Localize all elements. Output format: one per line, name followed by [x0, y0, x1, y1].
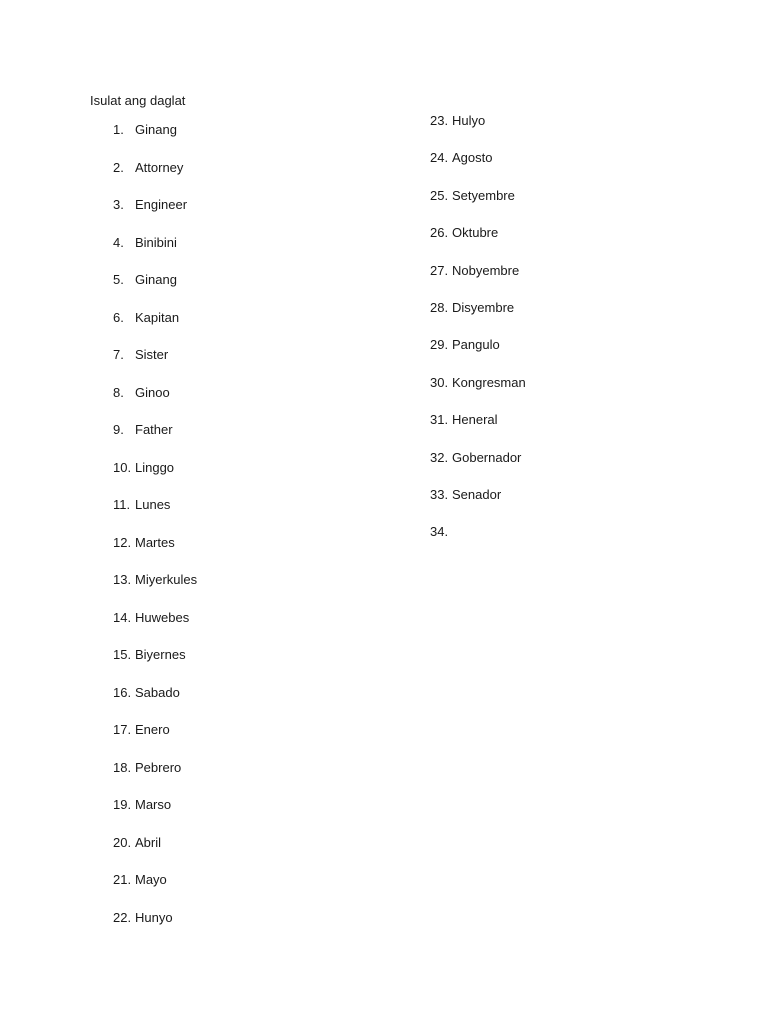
list-item [113, 160, 197, 198]
item-number: 12. [113, 534, 132, 550]
item-word: Lunes [135, 497, 171, 512]
item-word: Setyembre [452, 187, 515, 203]
item-word: Marso [135, 797, 172, 812]
item-number: 3. [113, 197, 124, 212]
list-item [430, 300, 526, 337]
list-item [113, 122, 197, 160]
item-word: Senador [452, 486, 502, 502]
list-item [430, 375, 526, 412]
list-item [113, 310, 197, 348]
item-number: 15. [113, 647, 132, 662]
item-number: 17. [113, 722, 132, 737]
item-word: Attorney [135, 159, 184, 175]
item-word: Enero [135, 722, 170, 737]
item-number: 18. [113, 759, 132, 775]
item-word: Miyerkules [135, 572, 198, 587]
list-item [430, 150, 526, 187]
list-item [113, 347, 197, 385]
item-number: 30. [430, 374, 449, 390]
list-item [113, 197, 197, 235]
item-number: 34. [430, 524, 449, 540]
item-word: Father [135, 422, 173, 437]
item-number: 33. [430, 486, 449, 502]
list-right-column [430, 113, 526, 562]
list-item [113, 760, 197, 798]
item-word: Pangulo [452, 337, 500, 353]
item-word: Disyembre [452, 299, 515, 315]
list-item [113, 235, 197, 273]
item-number: 32. [430, 449, 449, 465]
item-number: 8. [113, 384, 124, 400]
item-number: 25. [430, 187, 449, 203]
list-item [430, 450, 526, 487]
list-item [430, 412, 526, 449]
item-word: Sister [135, 347, 169, 362]
item-word: Ginoo [135, 384, 170, 400]
item-word: Ginang [135, 272, 177, 287]
item-number: 29. [430, 337, 449, 353]
item-number: 20. [113, 834, 132, 850]
list-item [113, 272, 197, 310]
item-word: Engineer [135, 197, 188, 212]
list-item [430, 337, 526, 374]
item-number: 16. [113, 684, 132, 700]
list-left-column [113, 122, 197, 947]
item-word: Huwebes [135, 609, 190, 625]
list-item [113, 385, 197, 423]
list-item [113, 685, 197, 723]
item-word: Hulyo [452, 113, 486, 128]
item-number: 27. [430, 262, 449, 278]
list-item [430, 225, 526, 262]
item-word: Ginang [135, 122, 177, 137]
list-item [113, 497, 197, 535]
list-item [430, 113, 526, 150]
item-number: 4. [113, 234, 124, 250]
item-word: Heneral [452, 412, 498, 428]
list-item [113, 572, 197, 610]
item-word: Hunyo [135, 909, 173, 925]
item-number: 11. [113, 497, 131, 512]
list-item [113, 610, 197, 648]
item-word: Kongresman [452, 374, 526, 390]
list-item [113, 835, 197, 873]
list-item [113, 722, 197, 760]
list-item [430, 487, 526, 524]
item-word: Binibini [135, 234, 177, 250]
item-number: 26. [430, 225, 449, 241]
item-word: Linggo [135, 459, 175, 475]
list-item [113, 797, 197, 835]
list-item [430, 263, 526, 300]
item-word: Abril [135, 834, 162, 850]
list-item [113, 422, 197, 460]
item-number: 10. [113, 459, 132, 475]
item-word: Oktubre [452, 225, 499, 241]
list-item [430, 188, 526, 225]
item-number: 1. [113, 122, 124, 137]
item-number: 5. [113, 272, 124, 287]
item-number: 22. [113, 909, 132, 925]
item-word: Martes [135, 534, 175, 550]
item-number: 28. [430, 299, 449, 315]
list-item [113, 910, 197, 948]
item-number: 19. [113, 797, 132, 812]
item-word: Mayo [135, 872, 167, 887]
list-item [113, 647, 197, 685]
item-word: Kapitan [135, 309, 180, 325]
item-number: 14. [113, 609, 132, 625]
item-number: 31. [430, 412, 449, 428]
item-word: Agosto [452, 150, 493, 166]
item-number: 6. [113, 309, 124, 325]
list-item [113, 872, 197, 910]
item-number: 7. [113, 347, 124, 362]
item-word: Biyernes [135, 647, 186, 662]
worksheet-title: Isulat ang daglat [90, 93, 186, 108]
item-number: 9. [113, 422, 124, 437]
item-number: 13. [113, 572, 132, 587]
item-word: Sabado [135, 684, 180, 700]
item-number: 21. [113, 872, 132, 887]
item-word: Nobyembre [452, 262, 520, 278]
list-item [113, 535, 197, 573]
item-word: Pebrero [135, 759, 182, 775]
item-word: Gobernador [452, 449, 522, 465]
item-number: 2. [113, 159, 124, 175]
list-item [113, 460, 197, 498]
list-item [430, 524, 526, 561]
item-number: 23. [430, 113, 449, 128]
item-number: 24. [430, 150, 449, 166]
